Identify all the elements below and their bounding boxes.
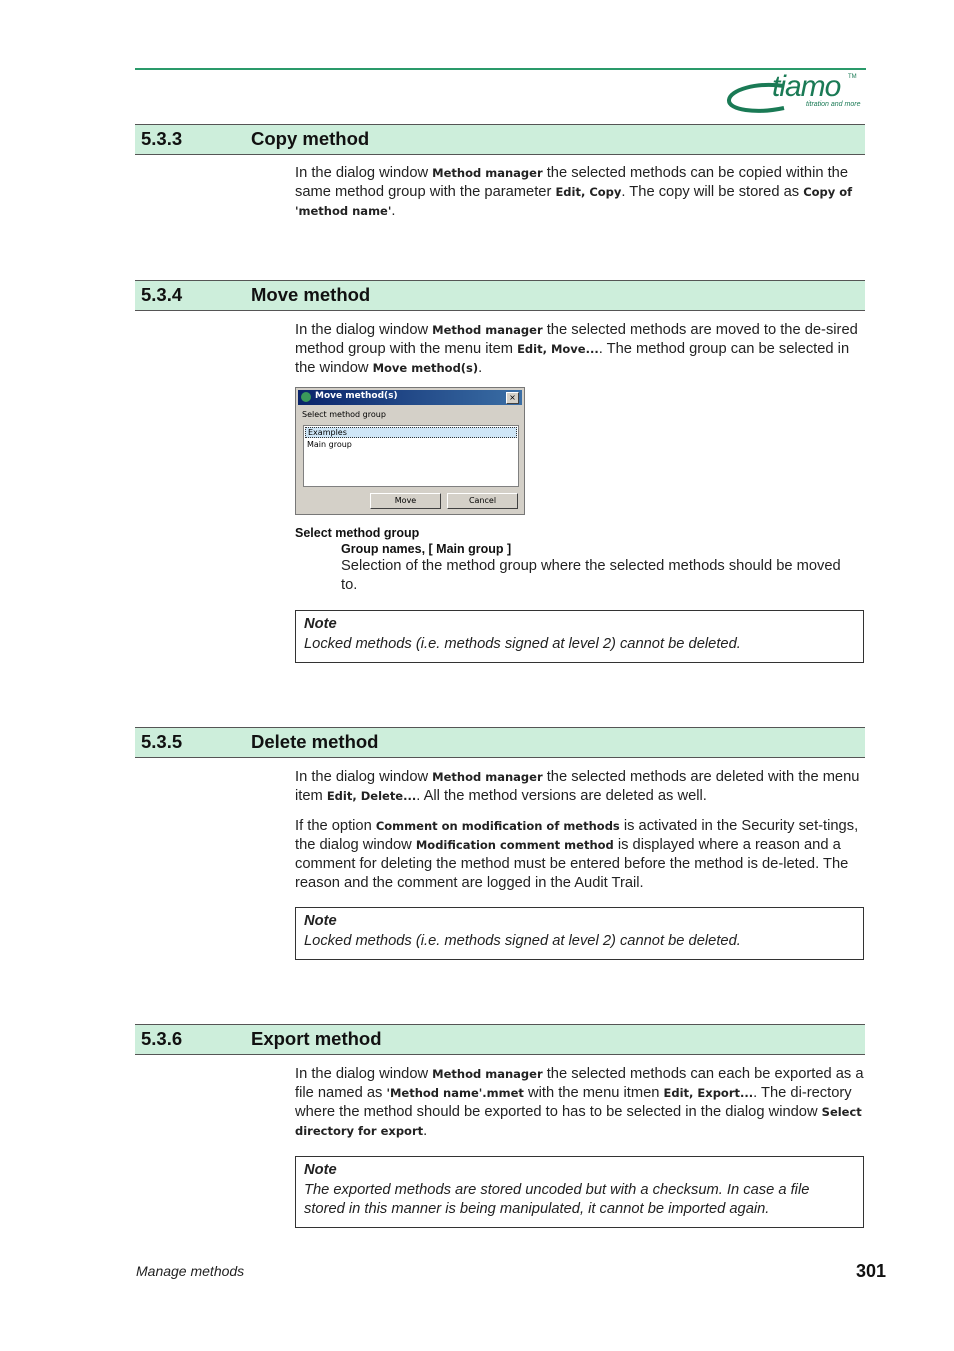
section-header-copy <box>135 124 865 155</box>
note-box <box>295 907 864 960</box>
section-number: 5.3.6 <box>141 1028 183 1049</box>
brand-name: tiamo <box>772 70 841 103</box>
ui-term: Comment on modification of methods <box>375 819 620 833</box>
section-title: Delete method <box>251 731 379 752</box>
dialog-title: Move method(s) <box>315 391 398 401</box>
move-button[interactable]: Move <box>370 493 441 509</box>
delete-paragraph-2: If the option Comment on modification of methods is activated in the Security set-tings, the dialog window Modification comment method is displayed where a reason and a comment for deleting the method must be entered before the method is de-leted. The reason and the comment are logged in the Audit Trail. <box>295 818 859 891</box>
move-methods-dialog <box>295 387 525 515</box>
method-group-list[interactable] <box>303 425 519 487</box>
note-body: Locked methods (i.e. methods signed at level 2) cannot be deleted. <box>304 933 741 949</box>
note-box <box>295 610 864 663</box>
move-paragraph: In the dialog window Method manager the selected methods are moved to the de-sired method group with the menu item Edit, Move.... The method group can be selected in the window Move method(s). <box>295 322 858 376</box>
ui-term: Edit, Copy <box>555 185 622 199</box>
header-rule <box>135 68 866 70</box>
ui-term: Method manager <box>432 323 543 337</box>
ui-term: Select directory for export <box>295 1105 862 1138</box>
close-icon[interactable]: × <box>506 392 519 404</box>
cancel-button[interactable]: Cancel <box>447 493 518 509</box>
copy-paragraph: In the dialog window Method manager the selected methods can be copied within the same method group with the parameter Edit, Copy. The copy will be stored as Copy of 'method name'. <box>295 165 853 219</box>
export-paragraph: In the dialog window Method manager the selected methods can each be exported as a file named as 'Method name'.mmet with the menu itmen Edit, Export.... The di-rectory where the method should be exported to has to be selected in the dialog window Select directory for export. <box>295 1066 864 1139</box>
ui-term: Edit, Delete... <box>326 789 417 803</box>
section-title: Move method <box>251 284 371 305</box>
ui-term: Move method(s) <box>372 361 479 375</box>
section-title: Copy method <box>251 128 370 149</box>
section-header-delete <box>135 727 865 758</box>
section-header-export <box>135 1024 865 1055</box>
dialog-titlebar <box>298 390 522 405</box>
section-number: 5.3.3 <box>141 128 183 149</box>
footer-chapter: Manage methods <box>136 1263 245 1279</box>
tiamo-logo <box>726 72 866 116</box>
ui-term: Method manager <box>432 166 543 180</box>
section-title: Export method <box>251 1028 382 1049</box>
app-icon <box>301 392 311 402</box>
section-header-move <box>135 280 865 311</box>
ui-term: Method manager <box>432 770 543 784</box>
section-number: 5.3.5 <box>141 731 183 752</box>
note-title: Note <box>304 913 337 929</box>
delete-paragraph-1: In the dialog window Method manager the selected methods are deleted with the menu item Edit, Delete.... All the method versions are deleted as well. <box>295 769 860 804</box>
parameter-values: Group names, [ Main group ] <box>341 542 512 556</box>
trademark: TM <box>848 74 857 80</box>
parameter-description: Selection of the method group where the selected methods should be moved to. <box>341 558 841 593</box>
list-item-examples[interactable]: Examples <box>305 427 517 438</box>
note-body: Locked methods (i.e. methods signed at level 2) cannot be deleted. <box>304 636 741 652</box>
ui-term: Modification comment method <box>415 838 614 852</box>
ui-term: 'Method name'.mmet <box>386 1086 524 1100</box>
brand-tagline: titration and more <box>806 101 861 108</box>
group-list-label: Select method group <box>302 410 386 419</box>
ui-term: Edit, Export... <box>663 1086 754 1100</box>
section-number: 5.3.4 <box>141 284 183 305</box>
note-title: Note <box>304 616 337 632</box>
ui-term: Edit, Move... <box>517 342 599 356</box>
page-number: 301 <box>856 1261 887 1281</box>
note-box <box>295 1156 864 1228</box>
parameter-label: Select method group <box>295 526 420 540</box>
list-item-main-group[interactable]: Main group <box>307 440 352 449</box>
note-body: The exported methods are stored uncoded but with a checksum. In case a file stored in this manner is being manipulated, it cannot be imported again. <box>304 1182 810 1217</box>
note-title: Note <box>304 1162 337 1178</box>
ui-term: Copy of 'method name' <box>295 185 853 218</box>
ui-term: Method manager <box>432 1067 543 1081</box>
